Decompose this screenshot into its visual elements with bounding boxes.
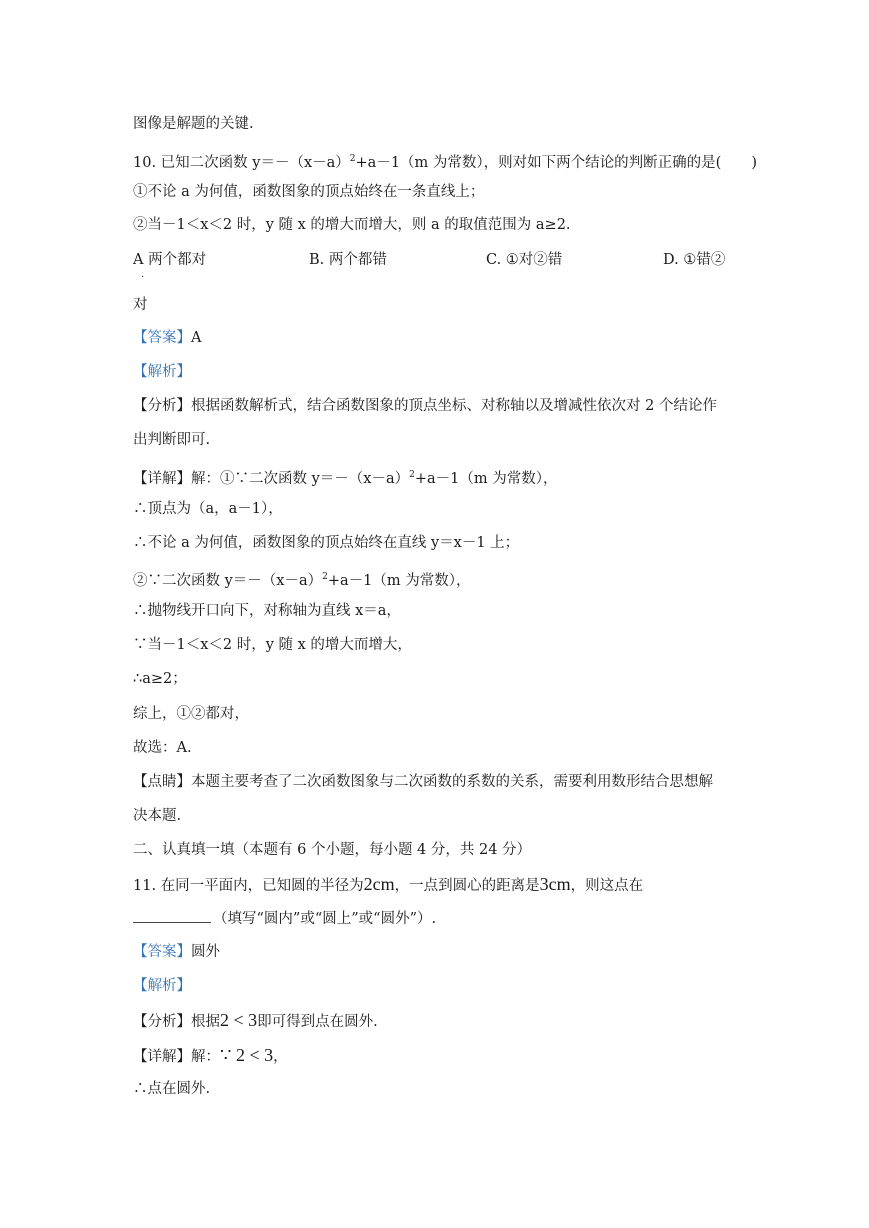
answer-blank <box>133 908 211 923</box>
option-d: D. ①错② <box>663 252 726 268</box>
analysis-11-heading <box>133 976 191 996</box>
statement-2: ②当－1＜x＜2 时，y 随 x 的增大而增大，则 a 的取值范围为 a≥2. <box>133 217 571 233</box>
text-line: 图像是解题的关键. <box>133 116 254 132</box>
detail-10-line-2: ∴顶点为（a，a－1）， <box>133 501 283 517</box>
analysis-10-line-2: 出判断即可. <box>133 432 211 448</box>
analysis-tag: 【解析】 <box>133 978 191 994</box>
question-11-line-2: （填写“圆内”或“圆上”或“圆外”）. <box>133 908 436 929</box>
analysis-10-heading <box>133 362 191 382</box>
answer-10: 【答案】A <box>133 330 202 346</box>
question-11-stem: 11. 在同一平面内，已知圆的半径为2cm，一点到圆心的距离是3cm，则这点在 <box>133 874 644 894</box>
detail-11-line-2: ∴点在圆外. <box>133 1081 211 1097</box>
detail-10-line-1: 【详解】解：①∵二次函数 $y=-(x-a)^2+a-1(m$ 为常数）， <box>133 470 558 487</box>
section-2-heading: 二、认真填一填（本题有 6 个小题，每小题 4 分，共 24 分） <box>133 842 532 858</box>
detail-10-line-5: ∴抛物线开口向下，对称轴为直线 x＝a， <box>133 603 401 619</box>
detail-10-line-9: 故选：A. <box>133 740 192 756</box>
analysis-10-line-1: 【分析】根据函数解析式，结合函数图象的顶点坐标、对称轴以及增减性依次对 2 个结论作 <box>133 398 717 414</box>
detail-10-line-3: ∴不论 a 为何值，函数图象的顶点始终在直线 y＝x－1 上； <box>133 535 520 551</box>
detail-10-line-8: 综上，①②都对， <box>133 706 249 722</box>
option-a: A 两个都对 <box>133 252 207 268</box>
option-c: C. ①对②错 <box>486 252 563 268</box>
option-d-continued: 对 <box>133 297 148 313</box>
answer-tag: 【答案】 <box>133 944 191 960</box>
analysis-tag: 【解析】 <box>133 364 191 380</box>
detail-10-line-7: ∴a≥2； <box>133 671 187 687</box>
option-b: B. 两个都错 <box>309 252 387 268</box>
comment-10-line-2: 决本题. <box>133 808 182 824</box>
detail-10-line-4: ②∵二次函数 $y=-(x-a)^2+a-1(m$ 为常数）， <box>133 572 471 589</box>
statement-1: ①不论 a 为何值，函数图象的顶点始终在一条直线上； <box>133 184 485 200</box>
option-a-dot: . <box>141 269 145 280</box>
answer-11: 【答案】圆外 <box>133 944 220 960</box>
question-10-stem: 10. 已知二次函数 $y=-(x-a)^2+a-1(m$ 为常数），则对如下两个结论的判断正确的是( ) <box>133 154 757 171</box>
comment-10-line-1: 【点睛】本题主要考查了二次函数图象与二次函数的系数的关系，需要利用数形结合思想解 <box>133 774 713 790</box>
analysis-11-line: 【分析】根据2 < 3即可得到点在圆外. <box>133 1010 378 1030</box>
detail-11-line-1: 【详解】解：∵ 2 < 3， <box>133 1045 288 1065</box>
answer-tag: 【答案】 <box>133 330 191 346</box>
detail-10-line-6: ∵当－1＜x＜2 时，y 随 x 的增大而增大， <box>133 637 412 653</box>
